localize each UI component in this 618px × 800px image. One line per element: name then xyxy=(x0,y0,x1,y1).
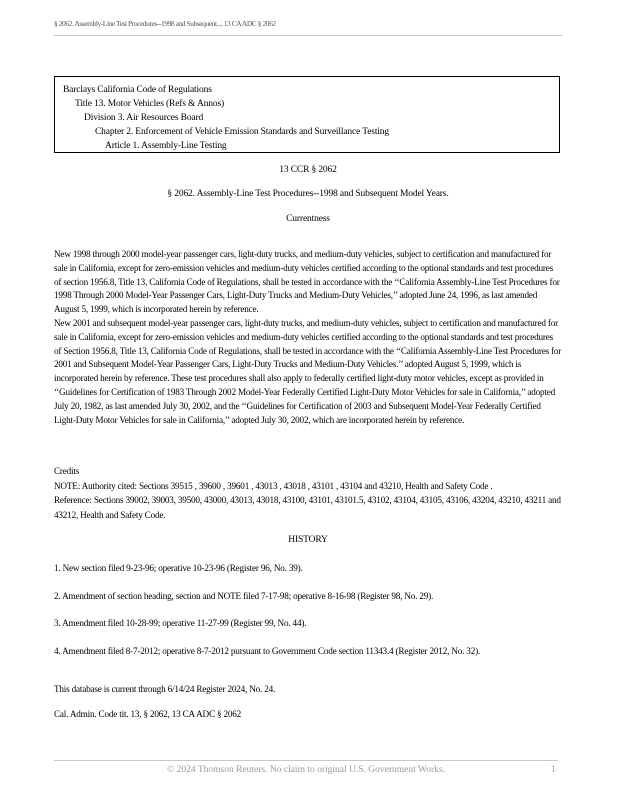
credits-heading: Credits xyxy=(54,466,80,476)
header-divider xyxy=(54,35,562,36)
body-paragraph-1: New 1998 through 2000 model-year passenger cars, light-duty trucks, and medium-duty vehicles, subject to certification and manufactured for sale in California, except for zero-emission vehicles and medium-duty vehicles certified according to the optional standards and test procedures of section 1956.8, Title 13, California Code of Regulations, shall be tested in accordance with the ‘‘California Assembly-Line Test Procedures for 1998 Through 2000 Model-Year Passenger Cars, Light-Duty Trucks and Medium-Duty Vehicles,’’ adopted June 24, 1996, as last amended August 5, 1999, which is incorporated herein by reference. xyxy=(54,249,560,315)
citation: 13 CCR § 2062 xyxy=(279,165,337,175)
section-title: § 2062. Assembly-Line Test Procedures--1998 and Subsequent Model Years. xyxy=(167,189,449,199)
code-cite: Cal. Admin. Code tit. 13, § 2062, 13 CA ADC § 2062 xyxy=(54,709,242,719)
history-item: 1. New section filed 9-23-96; operative 10-23-96 (Register 96, No. 39). xyxy=(54,563,303,573)
credits-reference: Reference: Sections 39002, 39003, 39500, 43000, 43013, 43018, 43100, 43101, 43101.5, 43102, 43104, 43105, 43106, 43204, 43210, 43211 and 43212, Health and Safety Code. xyxy=(54,495,561,520)
credits-section xyxy=(54,464,562,522)
toc-chapter[interactable]: Chapter 2. Enforcement of Vehicle Emission Standards and Surveillance Testing xyxy=(95,127,389,137)
history-item: 2. Amendment of section heading, section and NOTE filed 7-17-98; operative 8-16-98 (Register 98, No. 29). xyxy=(54,591,434,601)
footer-divider xyxy=(54,760,558,761)
toc-box xyxy=(54,76,560,153)
currency-note: This database is current through 6/14/24 Register 2024, No. 24. xyxy=(54,684,276,694)
history-heading: HISTORY xyxy=(288,535,328,545)
page-number: 1 xyxy=(551,765,556,775)
toc-title[interactable]: Title 13. Motor Vehicles (Refs & Annos) xyxy=(75,99,225,109)
toc-division[interactable]: Division 3. Air Resources Board xyxy=(84,113,204,123)
history-item: 4. Amendment filed 8-7-2012; operative 8-7-2012 pursuant to Government Code section 11343.4 (Register 2012, No. 32). xyxy=(54,646,481,656)
body-paragraph-2: New 2001 and subsequent model-year passenger cars, light-duty trucks, and medium-duty vehicles, subject to certification and manufactured for sale in California, except for zero-emission vehicles and medium-duty vehicles certified according to the optional standards and test procedures of Section 1956.8, Title 13, California Code of Regulations, shall be tested in accordance with the ‘‘California Assembly-Line Test Procedures for 2001 and Subsequent Model-Year Passenger Cars, Light-Duty Trucks and Medium-Duty Vehicles.’’ adopted August 5, 1999, which is incorporated herein by reference. These test procedures shall also apply to federally certified light-duty motor vehicles, except as provided in ‘‘Guidelines for Certification of 1983 Through 2002 Model-Year Federally Certified Light-Duty Motor Vehicles for sale in California,’’ adopted July 20, 1982, as last amended July 30, 2002, and the ‘‘Guidelines for Certification of 2003 and Subsequent Model-Year Federally Certified Light-Duty Motor Vehicles for sale in California,’’ adopted July 30, 2002, which are incorporated herein by reference. xyxy=(54,318,562,425)
currentness-label: Currentness xyxy=(286,214,330,224)
footer-copyright: © 2024 Thomson Reuters. No claim to original U.S. Government Works. xyxy=(167,765,445,775)
toc-code-name[interactable]: Barclays California Code of Regulations xyxy=(63,85,212,95)
history-item: 3. Amendment filed 10-28-99; operative 11-27-99 (Register 99, No. 44). xyxy=(54,618,307,628)
running-header: § 2062. Assembly-Line Test Procedures--1998 and Subsequent..., 13 CA ADC § 2062 xyxy=(54,19,276,28)
toc-article[interactable]: Article 1. Assembly-Line Testing xyxy=(105,141,227,151)
credits-note: NOTE: Authority cited: Sections 39515 , 39600 , 39601 , 43013 , 43018 , 43101 , 43104 and 43210, Health and Safety Code . xyxy=(54,480,493,491)
